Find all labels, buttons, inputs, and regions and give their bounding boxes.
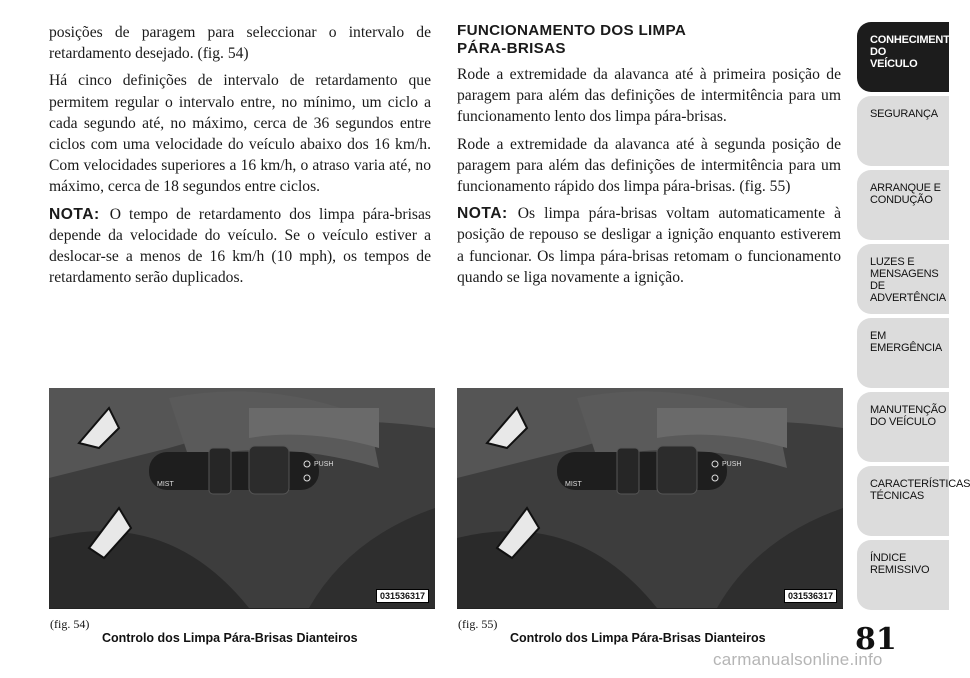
chapter-tab-label: REMISSIVO	[870, 564, 930, 576]
chapter-tab[interactable]	[857, 22, 958, 92]
mist-label: MIST	[565, 481, 582, 488]
chapter-tab-label: DO VEÍCULO	[870, 416, 936, 428]
chapter-tab[interactable]	[857, 96, 949, 166]
chapter-tab-label: TÉCNICAS	[870, 490, 925, 502]
chapter-tab-label: DO	[870, 46, 887, 58]
paragraph: Há cinco definições de intervalo de retardamento que permitem regular o intervalo entre, no mínimo, um ciclo a cada segundo até, no máximo, cerca de 36 segundos entre ciclos com uma velocidade do veículo abaixo dos 16 km/h. Com velocidades superiores a 16 km/h, o atraso varia até, no máximo, cerca de 18 segundos entre ciclos.	[49, 72, 431, 196]
chapter-tab-label: EMERGÊNCIA	[870, 342, 942, 354]
figure-reference: (fig. 54)	[50, 617, 90, 631]
chapter-tab[interactable]	[857, 392, 949, 462]
note-paragraph	[49, 204, 431, 289]
push-label: PUSH	[314, 461, 334, 468]
note-text: Os limpa pára-brisas voltam automaticamente à posição de repouso se desligar a ignição enquanto estiverem a funcionar. Os limpa pára-brisas retomam o funcionamento quando se liga novamente a ignição.	[457, 205, 841, 286]
note-label: NOTA:	[49, 205, 100, 223]
figure-code: 031536317	[784, 589, 837, 603]
chapter-tab-label: EM	[870, 330, 887, 342]
chapter-tab[interactable]	[857, 466, 970, 536]
chapter-tab-label: MENSAGENS	[870, 268, 939, 280]
chapter-tab-label: ADVERTÊNCIA	[870, 292, 946, 304]
note-text: O tempo de retardamento dos limpa pára-brisas depende da velocidade do veículo. Se o veículo estiver a deslocar-se a menos de 16 km/h (10 mph), os tempos de retardamento serão duplicados.	[49, 205, 431, 287]
chapter-sidebar	[857, 22, 970, 614]
wiper-stalk-photo	[49, 388, 435, 609]
heading-line: FUNCIONAMENTO DOS LIMPA	[457, 22, 687, 39]
chapter-tab[interactable]	[857, 170, 949, 240]
chapter-tab-label: LUZES E	[870, 256, 915, 268]
section-heading	[457, 22, 841, 58]
chapter-tab[interactable]	[857, 540, 949, 610]
chapter-tab-label: ÍNDICE	[870, 552, 907, 564]
chapter-tab-label: CARACTERÍSTICAS	[870, 478, 970, 490]
stalk-illustration	[457, 388, 843, 608]
right-text-column	[457, 22, 841, 294]
push-label: PUSH	[722, 461, 742, 468]
figure-caption: Controlo dos Limpa Pára-Brisas Dianteiros	[102, 631, 358, 645]
stalk-illustration	[49, 388, 435, 608]
left-text-column	[49, 22, 431, 294]
chapter-tab[interactable]	[857, 244, 949, 314]
figure-caption: Controlo dos Limpa Pára-Brisas Dianteiros	[510, 631, 766, 645]
paragraph: Rode a extremidade da alavanca até à primeira posição de paragem para além das definições de intermitência para um funcionamento lento dos limpa pára-brisas.	[457, 66, 841, 126]
chapter-tab-label: VEÍCULO	[870, 58, 918, 70]
chapter-tab[interactable]	[857, 318, 949, 388]
chapter-tab-label: CONDUÇÃO	[870, 194, 933, 206]
page-number: 81	[855, 622, 897, 657]
figure-code: 031536317	[376, 589, 429, 603]
wiper-stalk-photo	[457, 388, 843, 609]
chapter-tab-label: SEGURANÇA	[870, 108, 938, 120]
chapter-tab-label: MANUTENÇÃO	[870, 404, 947, 416]
chapter-tab-label: CONHECIMENTO	[870, 34, 958, 46]
heading-line: PÁRA-BRISAS	[457, 40, 566, 57]
paragraph: posições de paragem para seleccionar o intervalo de retardamento desejado. (fig. 54)	[49, 24, 431, 63]
chapter-tab-label: DE	[870, 280, 885, 292]
paragraph: Rode a extremidade da alavanca até à segunda posição de paragem para além das definições de intermitência para um funcionamento rápido dos limpa pára-brisas. (fig. 55)	[457, 135, 841, 196]
note-label: NOTA:	[457, 205, 508, 223]
mist-label: MIST	[157, 481, 174, 488]
watermark: carmanualsonline.info	[713, 650, 883, 669]
figure-reference: (fig. 55)	[458, 617, 498, 631]
note-paragraph	[457, 203, 841, 288]
chapter-tab-label: ARRANQUE E	[870, 182, 941, 194]
